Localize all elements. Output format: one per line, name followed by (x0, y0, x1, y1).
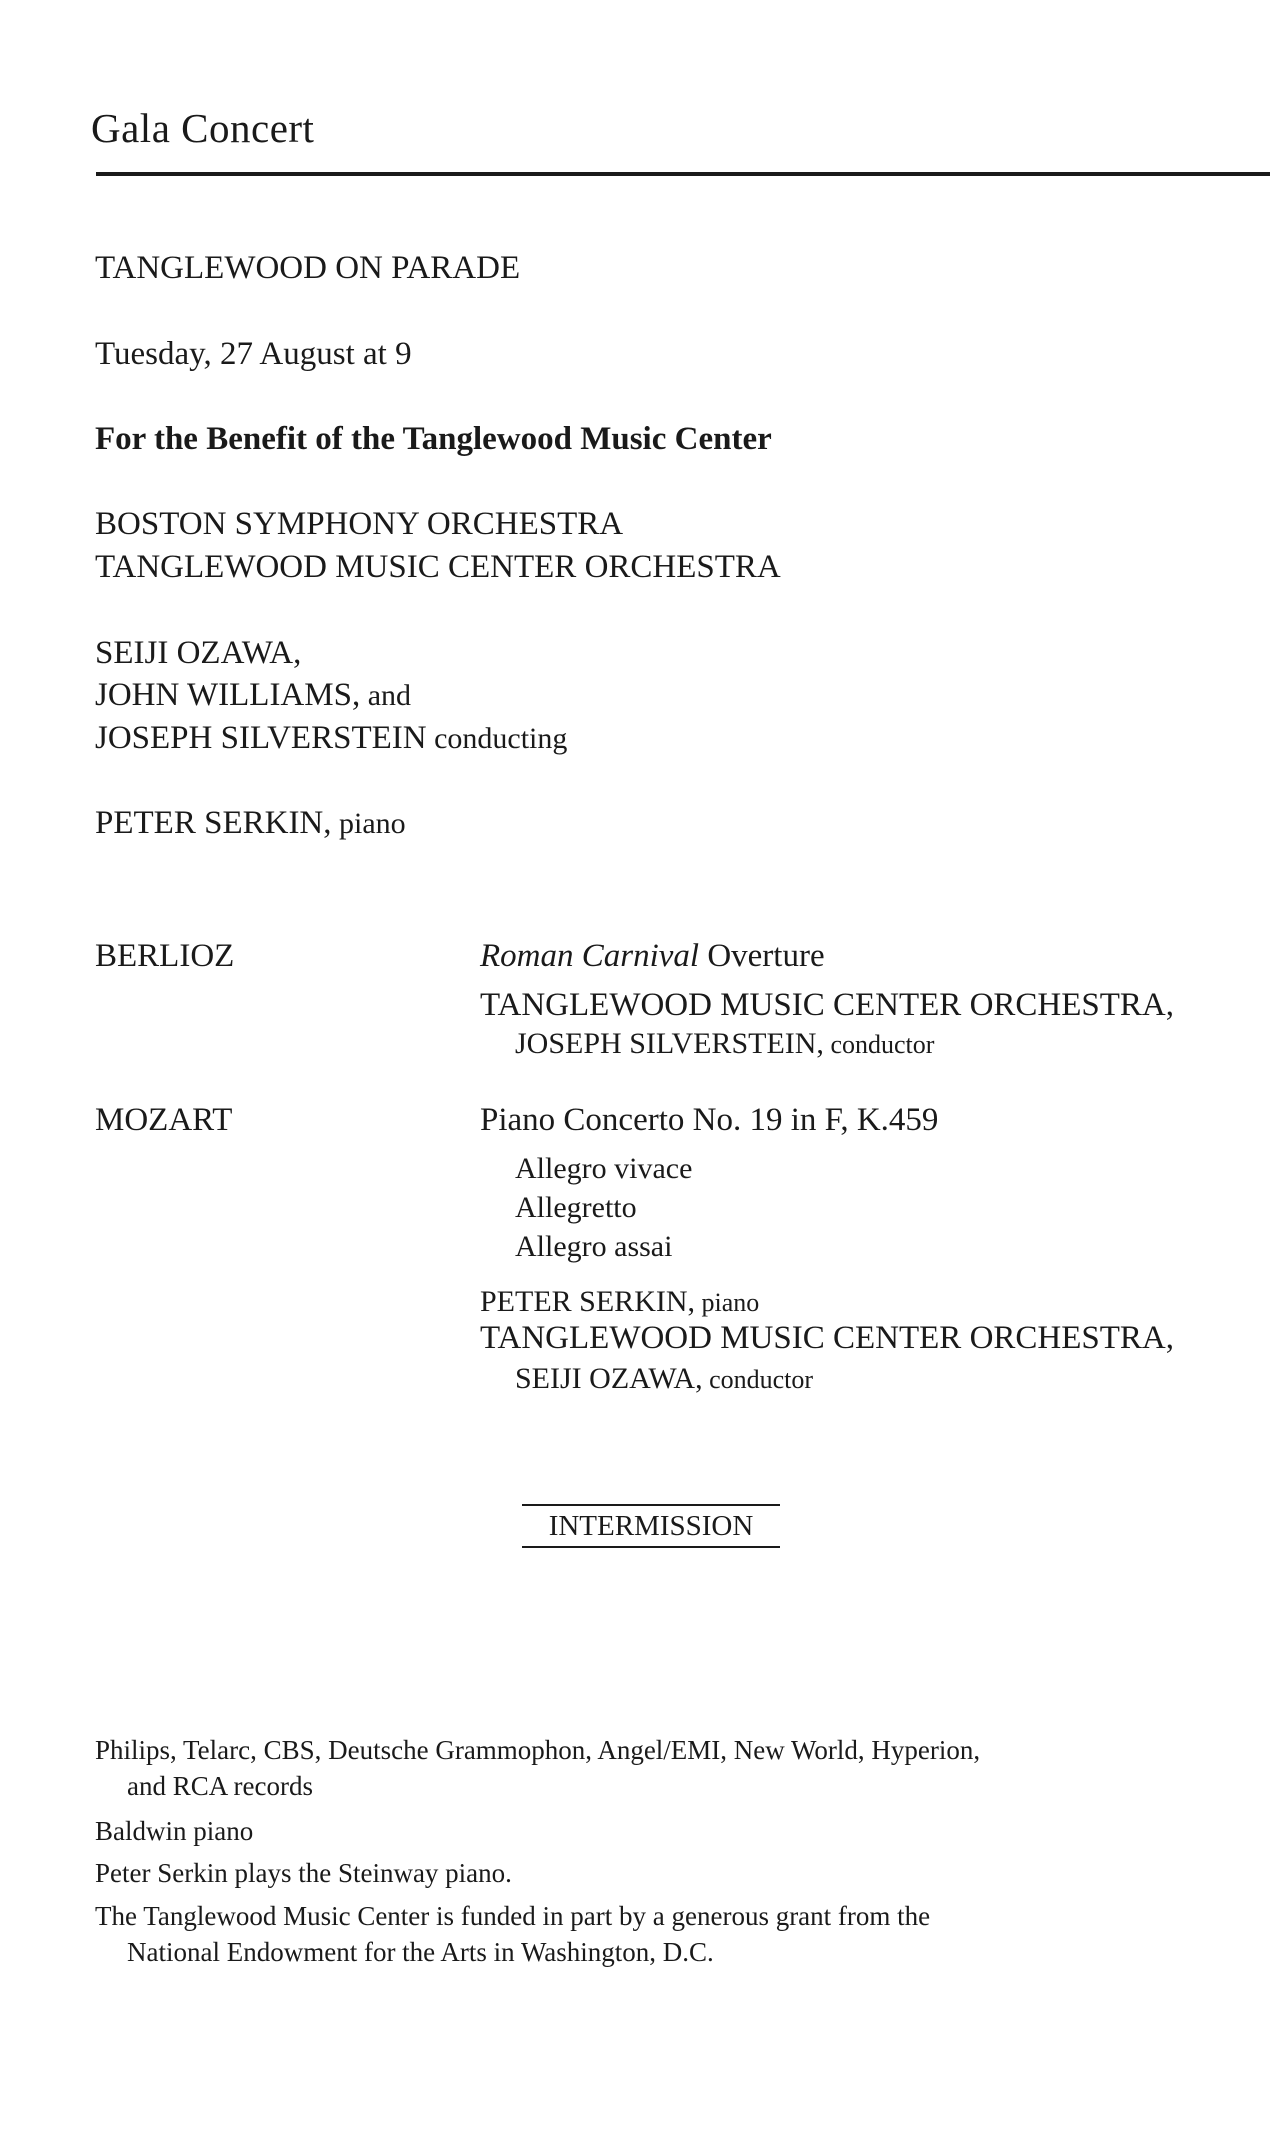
performers-line-2 (515, 1027, 934, 1061)
intermission-label: INTERMISSION (522, 1504, 780, 1548)
soloist-name: PETER SERKIN, (480, 1285, 696, 1318)
conductor-line-3 (95, 720, 567, 757)
work-title (480, 938, 825, 975)
header-divider (96, 172, 1270, 176)
performers-line-1: TANGLEWOOD MUSIC CENTER ORCHESTRA, (480, 1320, 1175, 1356)
conductor-line-1: SEIJI OZAWA, (95, 635, 302, 671)
work-title-italic: Roman Carnival (480, 938, 700, 974)
soloist-role: piano (695, 1288, 760, 1317)
records-credit-line-2: and RCA records (127, 1771, 313, 1801)
orchestra-1: BOSTON SYMPHONY ORCHESTRA (95, 506, 624, 542)
soloist-line (95, 805, 406, 842)
performer-name: SEIJI OZAWA, (515, 1362, 703, 1395)
conductor-suffix: conducting (426, 722, 568, 755)
steinway-credit: Peter Serkin plays the Steinway piano. (95, 1858, 512, 1888)
soloist-role: piano (331, 807, 406, 840)
movement: Allegro vivace (515, 1152, 693, 1185)
grant-credit-line-1: The Tanglewood Music Center is funded in part by a generous grant from the (95, 1901, 931, 1931)
conductor-suffix: and (360, 679, 412, 712)
piano-credit: Baldwin piano (95, 1816, 254, 1846)
conductor-name: JOHN WILLIAMS, (95, 677, 361, 713)
performers-line-1: TANGLEWOOD MUSIC CENTER ORCHESTRA, (480, 987, 1175, 1023)
orchestra-2: TANGLEWOOD MUSIC CENTER ORCHESTRA (95, 549, 781, 585)
event-benefit: For the Benefit of the Tanglewood Music Center (95, 421, 772, 457)
movement: Allegretto (515, 1191, 637, 1224)
soloist-line (480, 1285, 759, 1319)
work-title: Piano Concerto No. 19 in F, K.459 (480, 1102, 939, 1138)
performer-role: conductor (823, 1030, 935, 1059)
composer-berlioz: BERLIOZ (95, 938, 235, 974)
conductor-name: JOSEPH SILVERSTEIN (95, 720, 427, 756)
event-name: TANGLEWOOD ON PARADE (95, 250, 521, 286)
work-title-rest: Overture (699, 938, 825, 974)
conductor-line-2 (95, 677, 411, 714)
page-title: Gala Concert (91, 105, 315, 151)
soloist-name: PETER SERKIN, (95, 805, 332, 841)
performers-line-2 (515, 1362, 813, 1396)
performer-role: conductor (702, 1365, 814, 1394)
performer-name: JOSEPH SILVERSTEIN, (515, 1027, 824, 1060)
records-credit-line-1: Philips, Telarc, CBS, Deutsche Grammophon, Angel/EMI, New World, Hyperion, (95, 1735, 981, 1765)
movement: Allegro assai (515, 1230, 673, 1263)
event-date: Tuesday, 27 August at 9 (95, 336, 412, 372)
grant-credit-line-2: National Endowment for the Arts in Washington, D.C. (127, 1937, 714, 1967)
composer-mozart: MOZART (95, 1102, 233, 1138)
